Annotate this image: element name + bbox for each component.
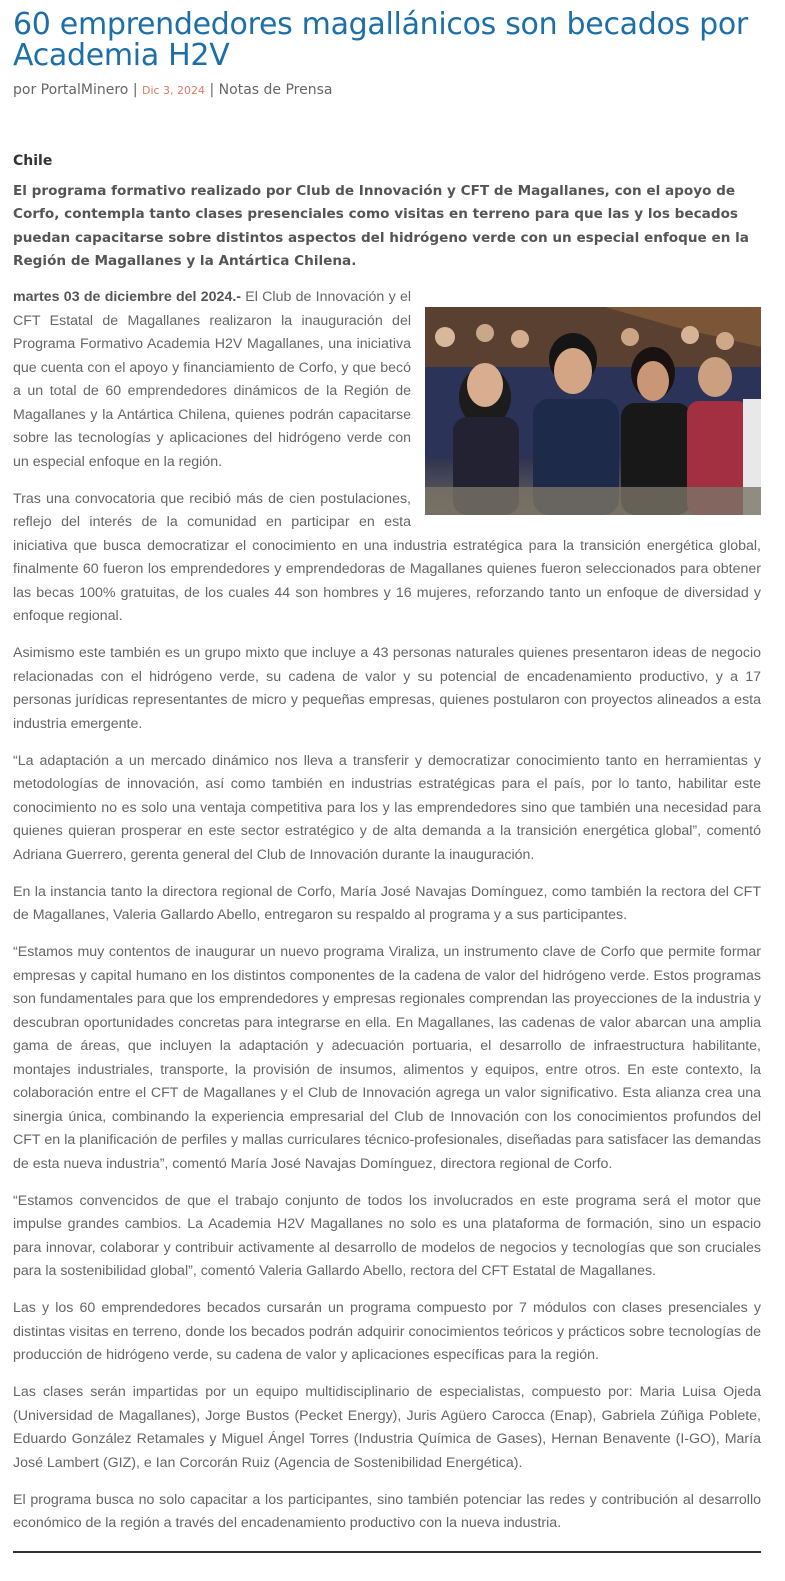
bottom-divider bbox=[13, 1551, 761, 1553]
author-link[interactable]: por PortalMinero bbox=[13, 82, 129, 98]
meta-separator: | bbox=[209, 82, 215, 98]
paragraph-10: El programa busca no solo capacitar a los participantes, sino también potenciar las redes y contribución al desarrollo económico de la región a través del encadenamiento productivo con la nueva industria. bbox=[13, 1491, 761, 1531]
paragraph-3: Asimismo este también es un grupo mixto que incluye a 43 personas naturales quienes presentaron ideas de negocio relacionadas con el hidrógeno verde, su cadena de valor y su potencial de encadenamiento productivo, y a 17 personas jurídicas representantes de micro y pequeñas empresas, quienes postularon con proyectos alineados a esta industria emergente. bbox=[13, 645, 761, 732]
paragraph-7: “Estamos convencidos de que el trabajo conjunto de todos los involucrados en este programa será el motor que impulse grandes cambios. La Academia H2V Magallanes no solo es una plataforma de formación, sino un espacio para innovar, colaborar y contribuir activamente al desarrollo de modelos de negocios y tecnologías que son cruciales para la sostenibilidad global”, comentó Valeria Gallardo Abello, rectora del CFT Estatal de Magallanes. bbox=[13, 1192, 761, 1279]
country-label: Chile bbox=[13, 153, 53, 169]
article-lead: El programa formativo realizado por Club de Innovación y CFT de Magallanes, con el apoyo de Corfo, contempla tanto clases presenciales como visitas en terreno para que las y los becados puedan capacitarse sobre distintos aspectos del hidrógeno verde con un especial enfoque en la Región de Magallanes y la Antártica Chilena. bbox=[13, 183, 749, 270]
paragraph-4: “La adaptación a un mercado dinámico nos lleva a transferir y democratizar conocimiento tanto en herramientas y metodologías de innovación, así como también en industrias estratégicas para el país, por lo tanto, habilitar este conocimiento no es solo una ventaja competitiva para los y las emprendedores sino que también una necesidad para quienes quieran prosperar en este sector estratégico y de alta demanda a la transición energética global”, comentó Adriana Guerrero, gerenta general del Club de Innovación durante la inauguración. bbox=[13, 752, 761, 863]
publish-date: Dic 3, 2024 bbox=[141, 84, 206, 97]
paragraph-8: Las y los 60 emprendedores becados cursarán un programa compuesto por 7 módulos con clases presenciales y distintas visitas en terreno, donde los becados podrán adquirir conocimientos teóricos y prácticos sobre tecnologías de producción de hidrógeno verde, su cadena de valor y aplicaciones específicas para la región. bbox=[13, 1300, 761, 1363]
meta-separator: | bbox=[132, 82, 138, 98]
paragraph-5: En la instancia tanto la directora regional de Corfo, María José Navajas Domínguez, como también la rectora del CFT de Magallanes, Valeria Gallardo Abello, entregaron su respaldo al programa y a sus participantes. bbox=[13, 883, 761, 923]
article-photo[interactable] bbox=[425, 307, 761, 515]
paragraph-9: Las clases serán impartidas por un equipo multidisciplinario de especialistas, compuesto por: Maria Luisa Ojeda (Universidad de Magallanes), Jorge Bustos (Pecket Energy), Juris Agüero Carocca (Enap), Gabriela Zúñiga Poblete, Eduardo González Retamales y Miguel Ángel Torres (Industria Química de Gases), Hernan Benavente (I-GO), María José Lambert (GIZ), e Ian Corcorán Ruiz (Agencia de Sostenibilidad Energética). bbox=[13, 1384, 761, 1471]
dateline: martes 03 de diciembre del 2024.- bbox=[13, 289, 241, 305]
category-link[interactable]: Notas de Prensa bbox=[218, 82, 333, 98]
article-body bbox=[13, 286, 761, 1549]
audience-photo-illustration bbox=[425, 307, 761, 515]
paragraph-6: “Estamos muy contentos de inaugurar un nuevo programa Viraliza, un instrumento clave de Corfo que permite formar empresas y capital humano en los distintos componentes de la cadena de valor del hidrógeno verde. Estos programas son fundamentales para que los emprendedores y empresas regionales comprendan las proyecciones de la industria y descubran oportunidades concretas para integrarse en ella. En Magallanes, las cadenas de valor abarcan una amplia gama de áreas, que incluyen la adaptación y adecuación portuaria, el desarrollo de infraestructura habilitante, montajes industriales, transporte, la provisión de insumos, alimentos y equipos, entre otros. En este contexto, la colaboración entre el CFT de Magallanes y el Club de Innovación agrega un valor significativo. Esta alianza crea una sinergia única, combinando la experiencia empresarial del Club de Innovación con los conocimientos profundos del CFT en la planificación de perfiles y mallas curriculares técnico-profesionales, diseñadas para satisfacer las demandas de esta nueva industria”, comentó María José Navajas Domínguez, directora regional de Corfo. bbox=[13, 944, 761, 1172]
paragraph-2: Tras una convocatoria que recibió más de cien postulaciones, reflejo del interés de la comunidad en participar en esta iniciativa que busca democratizar el conocimiento en una industria estratégica para la transición energética global, finalmente 60 fueron los emprendedores y emprendedoras de Magallanes quienes fueron seleccionados para obtener las becas 100% gratuitas, de los cuales 44 son hombres y 16 mujeres, reforzando tanto un enfoque de diversidad y enfoque regional. bbox=[13, 490, 761, 624]
article-title[interactable]: 60 emprendedores magallánicos son becados por Academia H2V bbox=[13, 7, 748, 73]
paragraph-1-text: El Club de Innovación y el CFT Estatal de Magallanes realizaron la inauguración del Programa Formativo Academia H2V Magallanes, una iniciativa que cuenta con el apoyo y financiamiento de Corfo, y que becó a un total de 60 emprendedores dinámicos de la Región de Magallanes y la Antártica Chilena, quienes podrán capacitarse sobre las tecnologías y aplicaciones del hidrógeno verde con un especial enfoque en la región. bbox=[13, 289, 411, 470]
article-meta bbox=[13, 82, 332, 98]
